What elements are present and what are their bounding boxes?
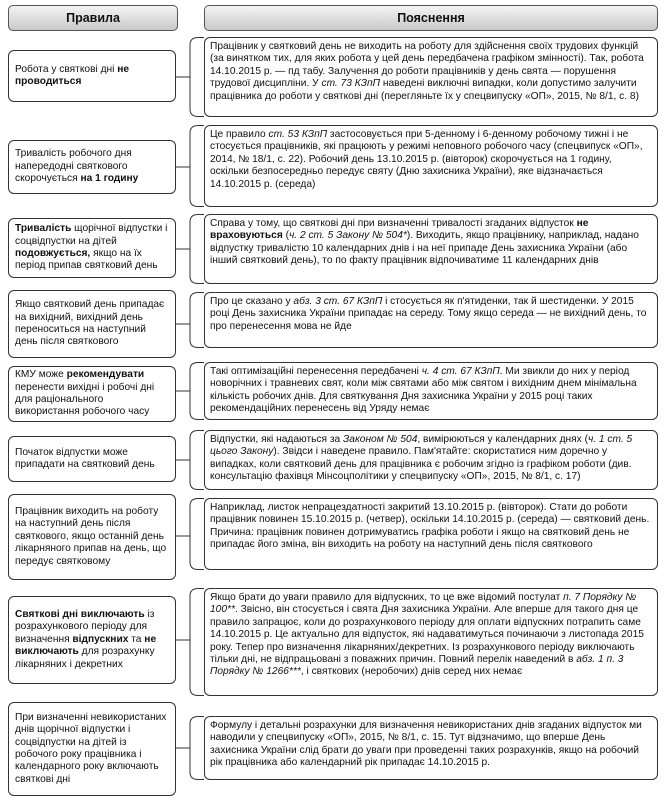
- explanation-text: [210, 502, 649, 550]
- text-segment: застосовується при 5-денному і 6-денному робочому тижні і не стосується працівників, які працюють у режимі неповного робочого часу (спецвипуск «ОП», 2014, № 18/1, с. 22). Робочий день 13.10.2015 р. (вівторок) скорочується на 1 годину, оскільки безпосередньо передує святу (Дню захисника України), яке відзначається 14.10.2015 р. (середа): [210, 129, 643, 190]
- italic-reference: абз. 3 ст. 67 КЗпП: [293, 296, 383, 307]
- rule-box-3: [8, 218, 176, 278]
- rules-header-label: Правила: [66, 11, 120, 25]
- text-segment: КМУ може: [15, 369, 67, 381]
- rule-text: [15, 148, 169, 185]
- explanation-box-6: [204, 430, 658, 490]
- text-segment: Це правило: [210, 129, 269, 140]
- rule-text: [15, 369, 169, 419]
- connector-3: [176, 214, 204, 284]
- rule-text: [15, 609, 169, 671]
- text-segment: якщо на їх період припав святковий день: [15, 248, 158, 272]
- italic-reference: ст. 73 КЗпП: [321, 78, 381, 90]
- rule-box-8: [8, 596, 176, 684]
- text-segment: Робота у святкові дні: [15, 63, 118, 75]
- explanation-text: [210, 296, 646, 332]
- connector-8: [176, 588, 204, 696]
- rule-box-9: [8, 702, 176, 796]
- text-segment: Якщо брати до уваги правило для відпускних, то це вже відомий постулат: [210, 592, 564, 603]
- bold-segment: не враховуються: [210, 218, 589, 242]
- text-segment: Формулу і детальні розрахунки для визначення невикористаних днів згаданих відпусток ми наводили у спецвипуску «ОП», 2015, № 8/1, с. 15. Тут відзначимо, що вперше День захисника України слід брати до уваги при проведенні таких розрахунків, якщо на робочий рік працівника або календарний рік припадає 14.10.2015 р.: [210, 720, 642, 769]
- text-segment: і стосується як п'ятиденки, так й шестиденки. У 2015 році День захисника України припадає на середу. Тому якщо середа — не вихідний день, то про перенесення мова не йде: [210, 296, 647, 332]
- explanation-text: [210, 129, 643, 190]
- explanation-box-8: [204, 588, 658, 696]
- rule-box-1: [8, 50, 176, 102]
- rule-text: [15, 223, 169, 273]
- text-segment: Такі оптимізаційні перенесення передбачені: [210, 366, 422, 377]
- rule-text: [15, 506, 169, 568]
- rule-box-5: [8, 366, 176, 422]
- bold-segment: не виключають: [15, 633, 157, 658]
- text-segment: Тривалість робочого дня напередодні святкового скорочується: [15, 148, 132, 185]
- text-segment: , і святкових (неробочих) днів серед них немає: [300, 666, 523, 678]
- text-segment: наведені виключні випадки, коли допустимо залучити працівника до роботи у святкові дні (перегляньте їх у спецвипуску «ОП», 2015, № 8/1, с. 8): [210, 78, 639, 102]
- italic-reference: ч. 2 ст. 5 Закону № 504*: [289, 230, 407, 242]
- rule-text: [15, 299, 169, 349]
- bold-segment: рекомендувати: [66, 369, 145, 381]
- bold-segment: подовжується,: [15, 248, 91, 259]
- italic-reference: ч. 1 ст. 5 цього Закону: [210, 434, 633, 458]
- explanation-box-2: [204, 125, 658, 207]
- explanation-text: [210, 592, 644, 677]
- text-segment: Працівник виходить на роботу на наступний день після святкового, якщо останній день лікарняного припав на день, що передує святковому: [15, 505, 167, 567]
- explanation-box-4: [204, 292, 658, 348]
- text-segment: ). Звідси і наведене правило. Пам'ятайте: скористатися ним доречно у випадках, коли святковий день для працівника є робочим згідно із графіком роботи (див. консультацію фахівця Мінсоцполітики у спецвипуску «ОП», 2015, № 8/1, с. 17): [210, 446, 632, 483]
- text-segment: При визначенні невикористаних днів щорічної відпустки і соцвідпустки на дітей із робочого року працівника і календарного року включають святкові дні: [15, 711, 167, 785]
- connector-9: [176, 716, 204, 780]
- text-segment: Якщо святковий день припадає на вихідний, вихідний день переноситься на наступний день після святкового: [15, 299, 165, 348]
- bold-segment: не проводиться: [15, 63, 130, 87]
- rule-box-2: [8, 140, 176, 194]
- text-segment: ). Виходить, якщо працівнику, наприклад, надано відпустку тривалістю 10 календарних днів і на неї припаде День захисника України (або інший святковий день), то по факту працівник відпочиватиме 11 календарних днів: [210, 230, 639, 267]
- rule-text: [15, 712, 169, 786]
- text-segment: . Звісно, він стосується і свята Дня захисника України. Але вперше для такого дня це правило запрацює, коли до розрахункового періоду для оплати відпускних потрапить саме 14.10.2015 р. Це актуально для відпусток, які надаватимуться починаючи з листопада 2015 року. Тепер про визначення лікарняних/декретних. Із розрахункового періоду виключають тільки дні, не відпрацьовані з поважних причин. Повний перелік наведений в: [210, 604, 644, 666]
- explanation-box-3: [204, 214, 658, 284]
- text-segment: перенести вихідні і робочі дні для раціонального використання робочого часу: [15, 381, 155, 418]
- text-segment: Початок відпустки може припадати на святковий день: [15, 446, 155, 470]
- connector-6: [176, 430, 204, 490]
- italic-reference: абз. 1 п. 3 Порядку № 1266***: [210, 654, 624, 678]
- explanation-box-1: [204, 37, 658, 117]
- bold-segment: на 1 годину: [80, 173, 139, 185]
- text-segment: . Ми звикли до них у період новорічних і травневих свят, коли між святами або між святом і вихідним днем мінімальна кількість робочих днів. Для святкування Дня захисника України у 2015 році таких рекомендаційних перенесень від Уряду немає: [210, 366, 637, 415]
- explanation-box-5: [204, 362, 658, 420]
- text-segment: Працівник у святковий день не виходить на роботу для здійснення своїх трудових функцій (за винятком тих, для яких робота у цей день передбачена графіком змінності). Так, робота 14.10.2015 р. — пд табу. Залучення до роботи працівників у день свята — порушення трудової дисципліни. У: [210, 41, 644, 90]
- explanation-text: [210, 366, 637, 414]
- explanation-text: [210, 218, 639, 266]
- text-segment: для розрахунку лікарняних і декретних: [15, 646, 155, 670]
- italic-reference: ст. 53 КЗпП: [268, 129, 328, 140]
- bold-segment: Тривалість: [15, 223, 72, 235]
- italic-reference: ч. 4 ст. 67 КЗпП: [421, 366, 500, 377]
- text-segment: , вимірюються у календарних днях (: [417, 434, 588, 445]
- text-segment: Наприклад, листок непрацездатності закритий 13.10.2015 р. (вівторок). Стати до роботи працівник повинен 15.10.2015 р. (четвер), оскільки 14.10.2015 р. (середа) — святковий день. Причина: працівник повинен дотримуватись графіка роботи і якщо на святковий день не припадає його зміна, він виходить на роботу на наступний день після святкового: [210, 502, 650, 551]
- rule-box-4: [8, 290, 176, 358]
- bold-segment: Святкові дні виключають: [15, 608, 145, 620]
- explanation-box-7: [204, 498, 658, 570]
- explanation-text: [210, 434, 632, 482]
- explanation-text: [210, 41, 644, 102]
- connector-1: [176, 37, 204, 117]
- text-segment: із розрахункового періоду для визначення: [15, 608, 155, 645]
- italic-reference: Законом № 504: [343, 434, 418, 445]
- italic-reference: п. 7 Порядку № 100**: [210, 592, 637, 616]
- connector-7: [176, 498, 204, 570]
- bold-segment: відпускних: [72, 633, 129, 645]
- rule-box-7: [8, 494, 176, 580]
- explanations-header-label: Пояснення: [397, 11, 465, 25]
- connector-4: [176, 292, 204, 348]
- rules-column-header: [8, 5, 178, 31]
- connector-2: [176, 125, 204, 207]
- text-segment: Про це сказано у: [210, 296, 294, 307]
- text-segment: та: [128, 633, 145, 645]
- explanation-box-9: [204, 716, 658, 780]
- rule-text: [15, 447, 169, 472]
- text-segment: Справа у тому, що святкові дні при визначенні тривалості згаданих відпусток: [210, 218, 577, 229]
- text-segment: (: [282, 230, 290, 242]
- text-segment: щорічної відпустки і соцвідпустки на дітей: [15, 223, 168, 247]
- rule-text: [15, 64, 169, 89]
- connector-5: [176, 362, 204, 420]
- text-segment: Відпустки, які надаються за: [210, 434, 344, 445]
- explanation-text: [210, 720, 642, 768]
- explanations-column-header: [204, 5, 658, 31]
- rule-box-6: [8, 436, 176, 482]
